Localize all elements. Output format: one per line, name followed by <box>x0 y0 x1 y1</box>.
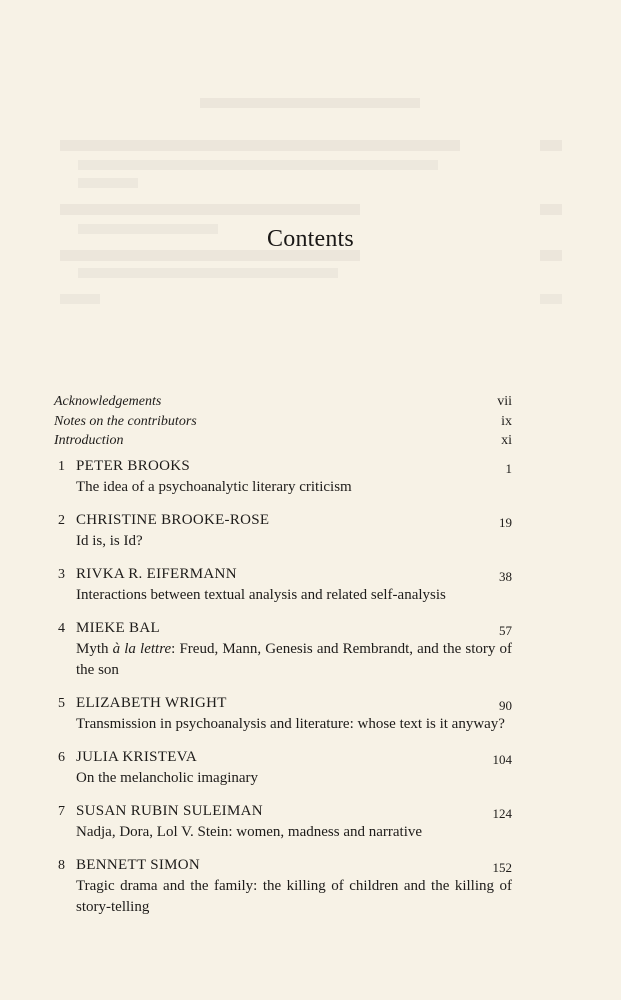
chapter-entry <box>58 801 512 843</box>
chapter-title-part: Myth <box>76 641 113 657</box>
chapter-author: CHRISTINE BROOKE-ROSE <box>76 512 270 528</box>
chapter-title: The idea of a psychoanalytic literary criticism <box>76 479 352 495</box>
chapter-list <box>58 456 512 930</box>
front-matter-label: Notes on the contributors <box>54 413 197 429</box>
page-title: Contents <box>267 226 354 252</box>
chapter-page: 90 <box>499 698 512 713</box>
chapter-author: BENNETT SIMON <box>76 857 201 873</box>
chapter-entry <box>58 618 512 681</box>
chapter-page: 104 <box>492 752 512 767</box>
chapter-page: 152 <box>492 860 512 875</box>
chapter-title: Id is, is Id? <box>76 533 143 549</box>
chapter-title-part: : Freud, Mann, Genesis and Rembrandt, and the story of the son <box>76 641 512 678</box>
chapter-entry <box>58 456 512 498</box>
chapter-page: 1 <box>505 461 512 476</box>
chapter-title: On the melancholic imaginary <box>76 770 259 786</box>
chapter-number: 1 <box>58 459 65 474</box>
chapter-title: Interactions between textual analysis and related self-analysis <box>76 587 446 603</box>
bleed-through-background <box>0 0 621 340</box>
front-matter-item <box>54 412 512 432</box>
chapter-number: 5 <box>58 696 65 711</box>
front-matter-page: vii <box>497 394 512 409</box>
chapter-entry <box>58 564 512 606</box>
chapter-author: JULIA KRISTEVA <box>76 749 198 765</box>
chapter-page: 124 <box>492 806 512 821</box>
chapter-author: RIVKA R. EIFERMANN <box>76 566 237 582</box>
chapter-title <box>58 639 512 681</box>
chapter-entry <box>58 747 512 789</box>
front-matter-list <box>54 392 512 451</box>
chapter-title: Nadja, Dora, Lol V. Stein: women, madness and narrative <box>76 824 423 840</box>
chapter-author: MIEKE BAL <box>76 620 160 636</box>
front-matter-page: xi <box>501 433 512 448</box>
chapter-number: 8 <box>58 858 65 873</box>
chapter-page: 19 <box>499 515 512 530</box>
front-matter-label: Acknowledgements <box>54 394 162 409</box>
chapter-entry <box>58 855 512 918</box>
chapter-title: Tragic drama and the family: the killing of children and the killing of story-telling <box>76 878 512 915</box>
front-matter-item <box>54 392 512 412</box>
chapter-page: 57 <box>499 623 512 638</box>
chapter-entry <box>58 693 512 735</box>
chapter-number: 3 <box>58 567 65 582</box>
chapter-number: 4 <box>58 621 65 636</box>
chapter-number: 2 <box>58 513 65 528</box>
chapter-number: 7 <box>58 804 65 819</box>
chapter-author: SUSAN RUBIN SULEIMAN <box>76 803 263 819</box>
front-matter-label: Introduction <box>54 433 124 448</box>
chapter-page: 38 <box>499 569 512 584</box>
chapter-entry <box>58 510 512 552</box>
chapter-author: PETER BROOKS <box>76 458 191 474</box>
chapter-title-italic: à la lettre <box>112 641 172 657</box>
front-matter-page: ix <box>501 413 512 429</box>
chapter-author: ELIZABETH WRIGHT <box>76 695 227 711</box>
chapter-number: 6 <box>58 750 65 765</box>
front-matter-item <box>54 431 512 451</box>
chapter-title: Transmission in psychoanalysis and literature: whose text is it anyway? <box>76 716 505 732</box>
